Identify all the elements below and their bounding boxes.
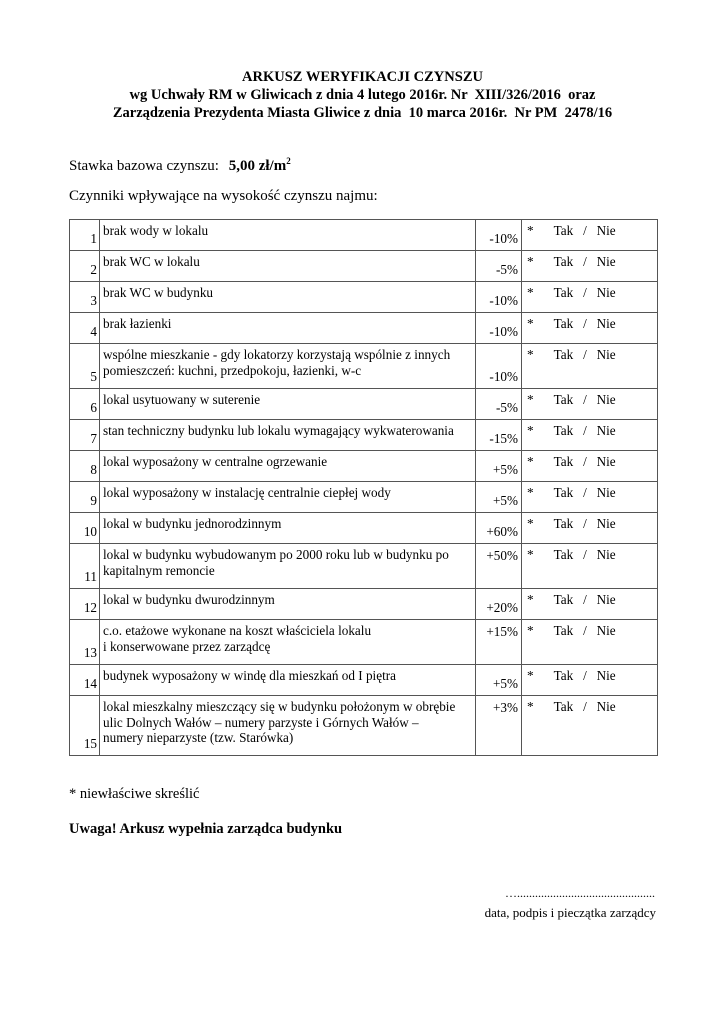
factor-description xyxy=(100,420,476,451)
factor-number: 10 xyxy=(70,513,100,544)
factor-description xyxy=(100,220,476,251)
factor-description-line: kapitalnym remoncie xyxy=(103,562,215,578)
factor-percentage: -10% xyxy=(476,313,522,344)
yes-no-options[interactable]: Tak / Nie xyxy=(553,223,616,238)
factor-percentage: +5% xyxy=(476,451,522,482)
asterisk-marker: * xyxy=(527,699,534,714)
factor-description xyxy=(100,251,476,282)
yes-no-choice[interactable] xyxy=(522,420,658,451)
factor-description-line: lokal w budynku dwurodzinnym xyxy=(103,592,275,607)
factor-percentage: +3% xyxy=(476,696,522,756)
factor-description xyxy=(100,344,476,389)
factor-row xyxy=(70,251,658,282)
factor-description xyxy=(100,282,476,313)
factor-description xyxy=(100,313,476,344)
factor-number: 7 xyxy=(70,420,100,451)
asterisk-marker: * xyxy=(527,285,534,300)
factor-row xyxy=(70,420,658,451)
factor-number: 6 xyxy=(70,389,100,420)
factor-row xyxy=(70,665,658,696)
factor-row xyxy=(70,696,658,756)
factor-description xyxy=(100,451,476,482)
yes-no-options[interactable]: Tak / Nie xyxy=(553,454,616,469)
factor-description-line: lokal wyposażony w centralne ogrzewanie xyxy=(103,454,328,469)
factor-description-line: lokal w budynku wybudowanym po 2000 roku lub w budynku po xyxy=(103,547,449,562)
factor-description-line: pomieszczeń: kuchni, przedpokoju, łazienki, w-c xyxy=(103,362,362,378)
yes-no-choice[interactable] xyxy=(522,589,658,620)
factor-number: 14 xyxy=(70,665,100,696)
yes-no-options[interactable]: Tak / Nie xyxy=(553,668,616,683)
yes-no-choice[interactable] xyxy=(522,220,658,251)
factor-number: 2 xyxy=(70,251,100,282)
yes-no-choice[interactable] xyxy=(522,313,658,344)
yes-no-choice[interactable] xyxy=(522,696,658,756)
factor-description-line: i konserwowane przez zarządcę xyxy=(103,638,271,654)
factor-number: 4 xyxy=(70,313,100,344)
factor-percentage: -10% xyxy=(476,282,522,313)
yes-no-options[interactable]: Tak / Nie xyxy=(553,547,616,562)
factor-description xyxy=(100,589,476,620)
factors-table xyxy=(69,219,658,756)
ordinance-reference: Zarządzenia Prezydenta Miasta Gliwice z dnia 10 marca 2016r. Nr PM 2478/16 xyxy=(112,105,613,121)
factor-description xyxy=(100,620,476,665)
resolution-reference: wg Uchwały RM w Gliwicach z dnia 4 lutego 2016r. Nr XIII/326/2016 oraz xyxy=(129,87,596,103)
signature-label: data, podpis i pieczątka zarządcy xyxy=(484,905,656,920)
document-header xyxy=(0,68,725,122)
asterisk-marker: * xyxy=(527,392,534,407)
yes-no-choice[interactable] xyxy=(522,251,658,282)
factor-number: 15 xyxy=(70,696,100,756)
yes-no-options[interactable]: Tak / Nie xyxy=(553,285,616,300)
factor-description-line: lokal usytuowany w suterenie xyxy=(103,392,261,407)
factor-number: 11 xyxy=(70,544,100,589)
yes-no-choice[interactable] xyxy=(522,620,658,665)
factor-number: 9 xyxy=(70,482,100,513)
signature-line: ….............................................. xyxy=(505,886,655,900)
factor-percentage: +15% xyxy=(476,620,522,665)
factor-percentage: -5% xyxy=(476,251,522,282)
base-rate-label: Stawka bazowa czynszu: xyxy=(69,158,219,174)
asterisk-marker: * xyxy=(527,516,534,531)
factor-row xyxy=(70,513,658,544)
yes-no-options[interactable]: Tak / Nie xyxy=(553,316,616,331)
factor-description xyxy=(100,665,476,696)
factor-description-line: c.o. etażowe wykonane na koszt właściciela lokalu xyxy=(103,623,372,638)
factor-description-line: lokal mieszkalny mieszczący się w budynku położonym w obrębie xyxy=(103,699,456,714)
factor-description xyxy=(100,482,476,513)
factor-description-line: brak łazienki xyxy=(103,316,172,331)
factor-number: 3 xyxy=(70,282,100,313)
factor-number: 12 xyxy=(70,589,100,620)
factor-percentage: +5% xyxy=(476,665,522,696)
factor-percentage: +20% xyxy=(476,589,522,620)
factor-description-line: budynek wyposażony w windę dla mieszkań od I piętra xyxy=(103,668,396,683)
asterisk-marker: * xyxy=(527,316,534,331)
asterisk-marker: * xyxy=(527,485,534,500)
yes-no-options[interactable]: Tak / Nie xyxy=(553,699,616,714)
asterisk-marker: * xyxy=(527,423,534,438)
yes-no-choice[interactable] xyxy=(522,513,658,544)
factor-description-line: lokal w budynku jednorodzinnym xyxy=(103,516,282,531)
factor-description xyxy=(100,389,476,420)
factor-row xyxy=(70,451,658,482)
asterisk-marker: * xyxy=(527,254,534,269)
asterisk-marker: * xyxy=(527,592,534,607)
factor-number: 5 xyxy=(70,344,100,389)
yes-no-options[interactable]: Tak / Nie xyxy=(553,623,616,638)
asterisk-marker: * xyxy=(527,454,534,469)
factor-row xyxy=(70,313,658,344)
base-rate xyxy=(69,151,291,176)
factors-heading: Czynniki wpływające na wysokość czynszu najmu: xyxy=(69,188,378,204)
yes-no-options[interactable]: Tak / Nie xyxy=(553,347,616,362)
asterisk-marker: * xyxy=(527,623,534,638)
yes-no-choice[interactable] xyxy=(522,282,658,313)
yes-no-options[interactable]: Tak / Nie xyxy=(553,423,616,438)
footnote: * niewłaściwe skreślić xyxy=(69,786,200,802)
factor-description-line: brak WC w budynku xyxy=(103,285,214,300)
factor-percentage: +50% xyxy=(476,544,522,589)
yes-no-options[interactable]: Tak / Nie xyxy=(553,592,616,607)
asterisk-marker: * xyxy=(527,547,534,562)
yes-no-choice[interactable] xyxy=(522,665,658,696)
factor-row xyxy=(70,589,658,620)
factor-row xyxy=(70,389,658,420)
yes-no-options[interactable]: Tak / Nie xyxy=(553,516,616,531)
factor-percentage: +5% xyxy=(476,482,522,513)
factor-row xyxy=(70,344,658,389)
factor-description xyxy=(100,513,476,544)
document-title: ARKUSZ WERYFIKACJI CZYNSZU xyxy=(242,69,483,85)
factor-description-line: brak WC w lokalu xyxy=(103,254,200,269)
yes-no-choice[interactable] xyxy=(522,544,658,589)
factor-description-line: ulic Dolnych Wałów – numery parzyste i Górnych Wałów – xyxy=(103,714,419,730)
yes-no-choice[interactable] xyxy=(522,451,658,482)
factor-description-line: lokal wyposażony w instalację centralnie ciepłej wody xyxy=(103,485,391,500)
factor-description xyxy=(100,696,476,756)
factor-row xyxy=(70,220,658,251)
factor-row xyxy=(70,620,658,665)
factor-number: 1 xyxy=(70,220,100,251)
factor-number: 8 xyxy=(70,451,100,482)
asterisk-marker: * xyxy=(527,223,534,238)
factor-percentage: -10% xyxy=(476,344,522,389)
yes-no-options[interactable]: Tak / Nie xyxy=(553,485,616,500)
asterisk-marker: * xyxy=(527,668,534,683)
yes-no-choice[interactable] xyxy=(522,344,658,389)
factor-row xyxy=(70,482,658,513)
factor-description-line: wspólne mieszkanie - gdy lokatorzy korzystają wspólnie z innych xyxy=(103,347,451,362)
factor-row xyxy=(70,544,658,589)
factor-description xyxy=(100,544,476,589)
factor-row xyxy=(70,282,658,313)
factor-percentage: +60% xyxy=(476,513,522,544)
factor-description-line: stan techniczny budynku lub lokalu wymagający wykwaterowania xyxy=(103,423,454,438)
yes-no-options[interactable]: Tak / Nie xyxy=(553,254,616,269)
asterisk-marker: * xyxy=(527,347,534,362)
factor-percentage: -10% xyxy=(476,220,522,251)
factor-number: 13 xyxy=(70,620,100,665)
yes-no-choice[interactable] xyxy=(522,389,658,420)
factor-percentage: -15% xyxy=(476,420,522,451)
notice: Uwaga! Arkusz wypełnia zarządca budynku xyxy=(69,821,343,837)
factor-percentage: -5% xyxy=(476,389,522,420)
yes-no-options[interactable]: Tak / Nie xyxy=(553,392,616,407)
yes-no-choice[interactable] xyxy=(522,482,658,513)
factor-description-line: brak wody w lokalu xyxy=(103,223,209,238)
factor-description-line: numery nieparzyste (tzw. Starówka) xyxy=(103,730,294,745)
base-rate-value: 5,00 $zł/m^2$ xyxy=(228,156,291,174)
